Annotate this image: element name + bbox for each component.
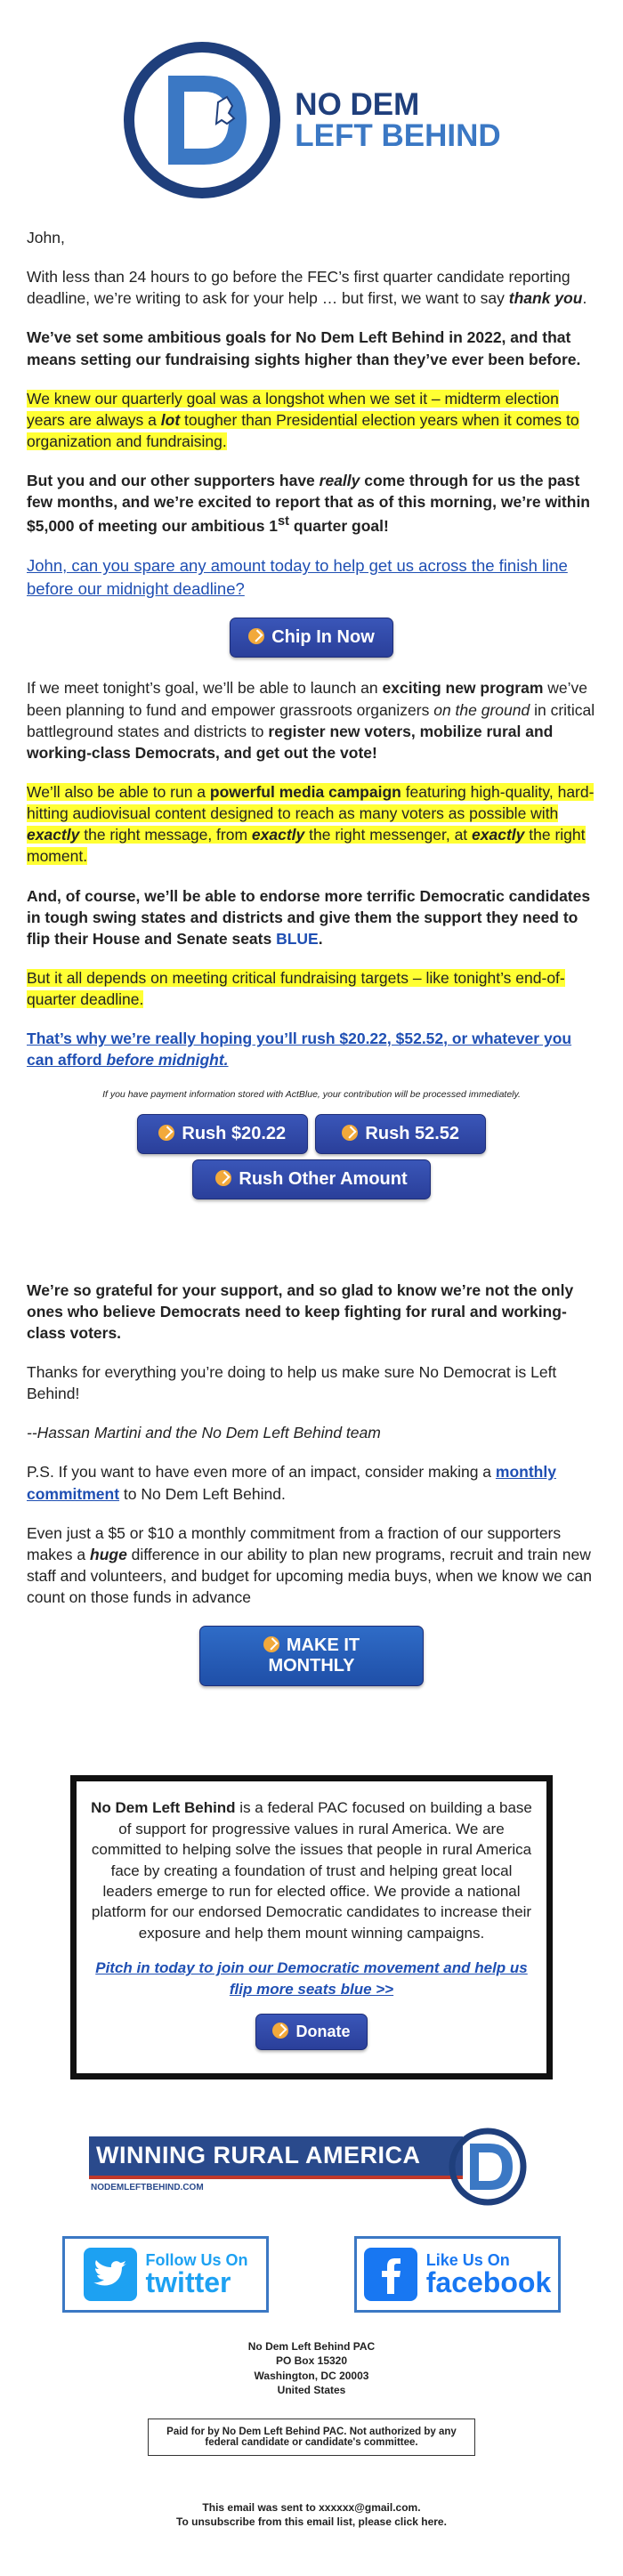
rush-link-a: That’s why we’re really hoping you’ll rush $20.22, $52.52, or whatever you can afford <box>27 1030 572 1070</box>
address-line-3: Washington, DC 20003 <box>254 2369 369 2382</box>
p6-b: powerful media campaign <box>209 782 401 801</box>
footer <box>27 2500 596 2529</box>
address-line-2: PO Box 15320 <box>275 2354 348 2368</box>
logo-wordmark <box>295 89 500 151</box>
p1-text: With less than 24 hours to go before the FEC’s first quarter candidate reporting deadline, we’re writing to ask for your help … but first, we want to say <box>27 268 570 308</box>
rush-5252-label: Rush 52.52 <box>365 1123 460 1143</box>
paragraph-9: We’re so grateful for your support, and so glad to know we’re not the only ones who believe Democrats need to keep fighting for rural and working-class voters. <box>27 1280 574 1342</box>
actblue-note: If you have payment information stored with ActBlue, your contribution will be processed immediately. <box>102 1088 521 1100</box>
donate-button[interactable] <box>255 2014 367 2050</box>
p4-text-c: come through for us the past few months, and we’re excited to report that as of this morning, we’re within $5,000 of meeting our ambitious 1 <box>27 472 590 536</box>
p1-period: . <box>582 289 587 308</box>
p5-e: in critical battleground states and districts to <box>27 700 595 740</box>
social-row <box>62 2236 561 2313</box>
rush-2022-button[interactable] <box>137 1114 308 1154</box>
monthly-row <box>27 1626 596 1686</box>
rush-2022-label: Rush $20.22 <box>182 1123 287 1143</box>
arrow-icon <box>248 628 264 644</box>
rush-other-button[interactable] <box>192 1159 431 1199</box>
address-line-4: United States <box>277 2383 346 2396</box>
ask-link[interactable]: John, can you spare any amount today to help get us across the finish line before our midnight deadline? <box>27 556 568 598</box>
banner-title: WINNING RURAL AMERICA <box>96 2142 421 2169</box>
rush-link-paragraph <box>27 1028 596 1070</box>
p11-c: difference in our ability to plan new programs, recruit and train new staff and volunteers, and budget for upcoming media buys, when we know we can count on those funds in advance <box>27 1545 592 1607</box>
paragraph-4 <box>27 470 596 537</box>
paragraph-3 <box>27 388 596 452</box>
paragraph-5 <box>27 677 596 763</box>
p4-really: really <box>319 472 360 490</box>
p8-text: But it all depends on meeting critical fundraising targets – like tonight’s end-of-quarter deadline. <box>27 968 565 1009</box>
arrow-icon <box>272 2023 288 2039</box>
p7-blue: BLUE <box>276 929 319 948</box>
about-body: is a federal PAC focused on building a base of support for progressive values in rural America. We are committed to helping solve the issues that people in rural America face by creating a foundation of trust and helping great local leaders emerge to run for elected office. We provide a national platform for our endorsed Democratic candidates to increase their exposure and help them mount winning campaigns. <box>91 1799 532 1942</box>
about-link-paragraph <box>89 1958 534 1999</box>
donate-label: Donate <box>295 2023 351 2041</box>
p4-sup: st <box>278 514 289 529</box>
p3-text-a: We knew our quarterly goal was a longshot when we set it – midterm election years are always a <box>27 389 559 429</box>
about-org-name: No Dem Left Behind <box>91 1799 236 1817</box>
email-body <box>27 0 596 2529</box>
paid-for-disclaimer: Paid for by No Dem Left Behind PAC. Not authorized by any federal candidate or candidate's committee. <box>148 2419 475 2456</box>
paragraph-6 <box>27 781 596 868</box>
p6-a: We’ll also be able to run a <box>27 782 210 801</box>
p6-f: exactly <box>251 826 305 844</box>
p3-text-c: tougher than Presidential election years when it comes to organization and fundraising. <box>27 410 579 450</box>
ask-link-paragraph <box>27 554 596 600</box>
logo-line-2: LEFT BEHIND <box>295 118 501 153</box>
twitter-line-1: Follow Us On <box>145 2251 248 2270</box>
p11-a: Even just a $5 or $10 a monthly commitment from a fraction of our supporters makes a <box>27 1523 562 1563</box>
paragraph-11 <box>27 1522 596 1609</box>
p5-d: on the ground <box>433 700 530 719</box>
pitch-in-link[interactable]: Pitch in today to join our Democratic movement and help us flip more seats blue >> <box>95 1959 528 1998</box>
facebook-text <box>426 2252 551 2297</box>
rush-link-b: before midnight. <box>106 1051 229 1070</box>
footer-sent-to: This email was sent to xxxxxx@gmail.com. <box>202 2501 421 2515</box>
p4-text-a: But you and our other supporters have <box>27 472 320 490</box>
winning-rural-america-banner[interactable] <box>89 2124 534 2209</box>
chip-in-button[interactable] <box>230 618 393 658</box>
rush-buttons <box>27 1114 596 1154</box>
paragraph-8 <box>27 967 596 1010</box>
banner-url: NODEMLEFTBEHIND.COM <box>91 2183 204 2193</box>
monthly-commitment-link[interactable]: monthly commitment <box>27 1463 556 1503</box>
facebook-icon <box>364 2248 417 2301</box>
p7-a: And, of course, we’ll be able to endorse more terrific Democratic candidates in tough swing states and districts and give them the support they need to flip their House and Senate seats <box>27 886 591 948</box>
p4-text-d: quarter goal! <box>289 517 389 536</box>
arrow-icon <box>263 1636 279 1652</box>
mailing-address <box>27 2339 596 2397</box>
signoff-text: --Hassan Martini and the No Dem Left Behind team <box>27 1424 381 1442</box>
p6-e: the right message, from <box>79 826 252 844</box>
twitter-line-2: twitter <box>145 2266 231 2299</box>
facebook-line-2: facebook <box>425 2266 552 2299</box>
p5-a: If we meet tonight’s goal, we’ll be able to launch an <box>27 679 383 698</box>
signoff <box>27 1422 596 1443</box>
facebook-line-1: Like Us On <box>425 2251 510 2270</box>
paragraph-2: We’ve set some ambitious goals for No Dem Left Behind in 2022, and that means setting our fundraising sights higher than they’ve ever been before. <box>27 328 581 368</box>
p5-b: exciting new program <box>382 679 544 698</box>
p5-f: register new voters, mobilize rural and working-class Democrats, and get out the vote! <box>27 722 554 762</box>
p11-huge: huge <box>90 1545 127 1563</box>
make-it-monthly-button[interactable] <box>199 1626 424 1686</box>
rush-link[interactable] <box>27 1030 571 1069</box>
p6-d: exactly <box>27 826 80 844</box>
p6-c: featuring high-quality, hard-hitting audiovisual content designed to reach as many voters as possible with <box>27 782 595 823</box>
p6-i: the right moment. <box>27 826 586 866</box>
p6-h: exactly <box>472 826 525 844</box>
ps-paragraph <box>27 1461 596 1504</box>
rush-5252-button[interactable] <box>315 1114 486 1154</box>
arrow-icon <box>158 1125 174 1141</box>
chip-in-label: Chip In Now <box>271 627 375 648</box>
rush-other-row <box>27 1159 596 1199</box>
rush-other-label: Rush Other Amount <box>239 1168 408 1189</box>
ps-a: P.S. If you want to have even more of an impact, consider making a <box>27 1463 496 1482</box>
about-box <box>70 1775 553 2079</box>
paragraph-7 <box>27 885 596 949</box>
paragraph-1 <box>27 266 596 309</box>
about-text <box>89 1797 534 1943</box>
twitter-text <box>146 2252 248 2297</box>
unsubscribe-link[interactable]: To unsubscribe from this email list, please click here. <box>176 2515 447 2529</box>
p3-lot: lot <box>160 410 181 429</box>
monthly-label: MAKE IT MONTHLY <box>268 1635 360 1676</box>
arrow-icon <box>342 1125 358 1141</box>
logo-line-1: NO DEM <box>295 87 420 122</box>
arrow-icon <box>215 1170 231 1186</box>
twitter-icon <box>84 2248 137 2301</box>
p7-c: . <box>318 929 323 948</box>
p5-c: we’ve been planning to fund and empower grassroots organizers <box>27 679 587 719</box>
ps-c: to No Dem Left Behind. <box>119 1484 286 1503</box>
paragraph-10: Thanks for everything you’re doing to help us make sure No Democrat is Left Behind! <box>27 1362 557 1403</box>
header-logo[interactable] <box>27 0 596 209</box>
p6-g: the right messenger, at <box>304 826 473 844</box>
greeting: John, <box>27 229 65 246</box>
p1-thank-you: thank you <box>508 289 583 308</box>
nodem-d-logo-icon <box>122 40 282 200</box>
facebook-button[interactable] <box>354 2236 561 2313</box>
address-line-1: No Dem Left Behind PAC <box>247 2340 376 2354</box>
twitter-button[interactable] <box>62 2236 269 2313</box>
chip-in-row <box>27 618 596 658</box>
